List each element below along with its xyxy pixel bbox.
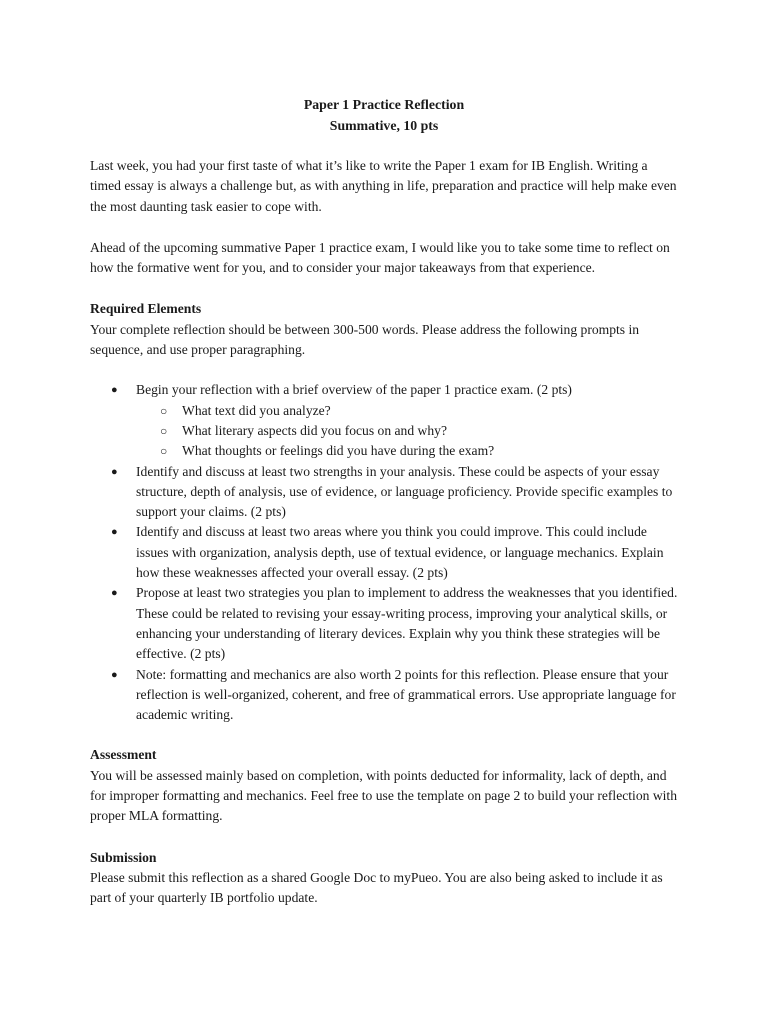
intro-paragraph-1: Last week, you had your first taste of what it’s like to write the Paper 1 exam for IB English. Writing a timed essay is always a challenge but, as with anything in life, preparation and practice will help make even the most daunting task easier to cope with.: [90, 158, 677, 214]
submission-heading: Submission: [90, 849, 157, 865]
assessment-section: [90, 745, 678, 826]
sub-list-item: [160, 441, 678, 461]
sub-list-item-text: What text did you analyze?: [182, 402, 331, 418]
sub-list-item-text: What thoughts or feelings did you have during the exam?: [182, 443, 495, 459]
sub-list-item-text: What literary aspects did you focus on and why?: [182, 422, 447, 438]
required-elements-text: Your complete reflection should be between 300-500 words. Please address the following prompts in sequence, and use proper paragraphing.: [90, 321, 640, 358]
assessment-text: You will be assessed mainly based on completion, with points deducted for informality, lack of depth, and for improper formatting and mechanics. Feel free to use the template on page 2 to build your reflection with proper MLA formatting.: [90, 767, 677, 824]
list-item: [111, 583, 678, 664]
page-subtitle: Summative, 10 pts: [329, 117, 439, 133]
list-item: [111, 522, 678, 583]
title-block: [90, 95, 678, 136]
sub-list-item: [160, 421, 678, 441]
hollow-bullet-icon: ○: [160, 403, 168, 418]
hollow-bullet-icon: ○: [160, 444, 168, 459]
hollow-bullet-icon: ○: [160, 423, 168, 438]
bullet-icon: ●: [111, 668, 118, 681]
bullet-icon: ●: [111, 465, 118, 478]
submission-text: Please submit this reflection as a shared Google Doc to myPueo. You are also being asked to include it as part of your quarterly IB portfolio update.: [90, 869, 663, 906]
required-elements-section: [90, 299, 678, 360]
page-title: Paper 1 Practice Reflection: [303, 97, 465, 112]
bullet-icon: ●: [111, 384, 118, 397]
sub-list: [136, 401, 678, 462]
intro-paragraph-2: Ahead of the upcoming summative Paper 1 practice exam, I would like you to take some time to reflect on how the formative went for you, and to consider your major takeaways from that experience.: [90, 239, 670, 276]
bullet-icon: ●: [111, 587, 118, 600]
required-elements-heading: Required Elements: [90, 301, 202, 317]
list-item: [111, 462, 678, 523]
list-item-text: Propose at least two strategies you plan to implement to address the weaknesses that you identified. These could be related to revising your essay-writing process, improving your analytical skills, or enhancing your understanding of literary devices. Explain why you think these strategies will be effective. (2 pts): [136, 585, 678, 662]
bullet-icon: ●: [111, 526, 118, 539]
list-item: [111, 665, 678, 726]
list-item-text: Identify and discuss at least two strengths in your analysis. These could be aspects of your essay structure, depth of analysis, use of evidence, or language proficiency. Provide specific examples to support your claims. (2 pts): [136, 463, 673, 520]
submission-section: [90, 848, 678, 909]
prompt-list: [90, 380, 678, 725]
list-item-text: Identify and discuss at least two areas where you think you could improve. This could include issues with organization, analysis depth, use of textual evidence, or language mechanics. Explain how these weaknesses affected your overall essay. (2 pts): [136, 524, 664, 581]
list-item-text: Note: formatting and mechanics are also worth 2 points for this reflection. Please ensure that your reflection is well-organized, coherent, and free of grammatical errors. Use appropriate language for academic writing.: [136, 666, 676, 723]
assessment-heading: Assessment: [90, 747, 157, 763]
list-item-text: Begin your reflection with a brief overview of the paper 1 practice exam. (2 pts): [136, 382, 572, 398]
list-item: [111, 380, 678, 461]
sub-list-item: [160, 401, 678, 421]
